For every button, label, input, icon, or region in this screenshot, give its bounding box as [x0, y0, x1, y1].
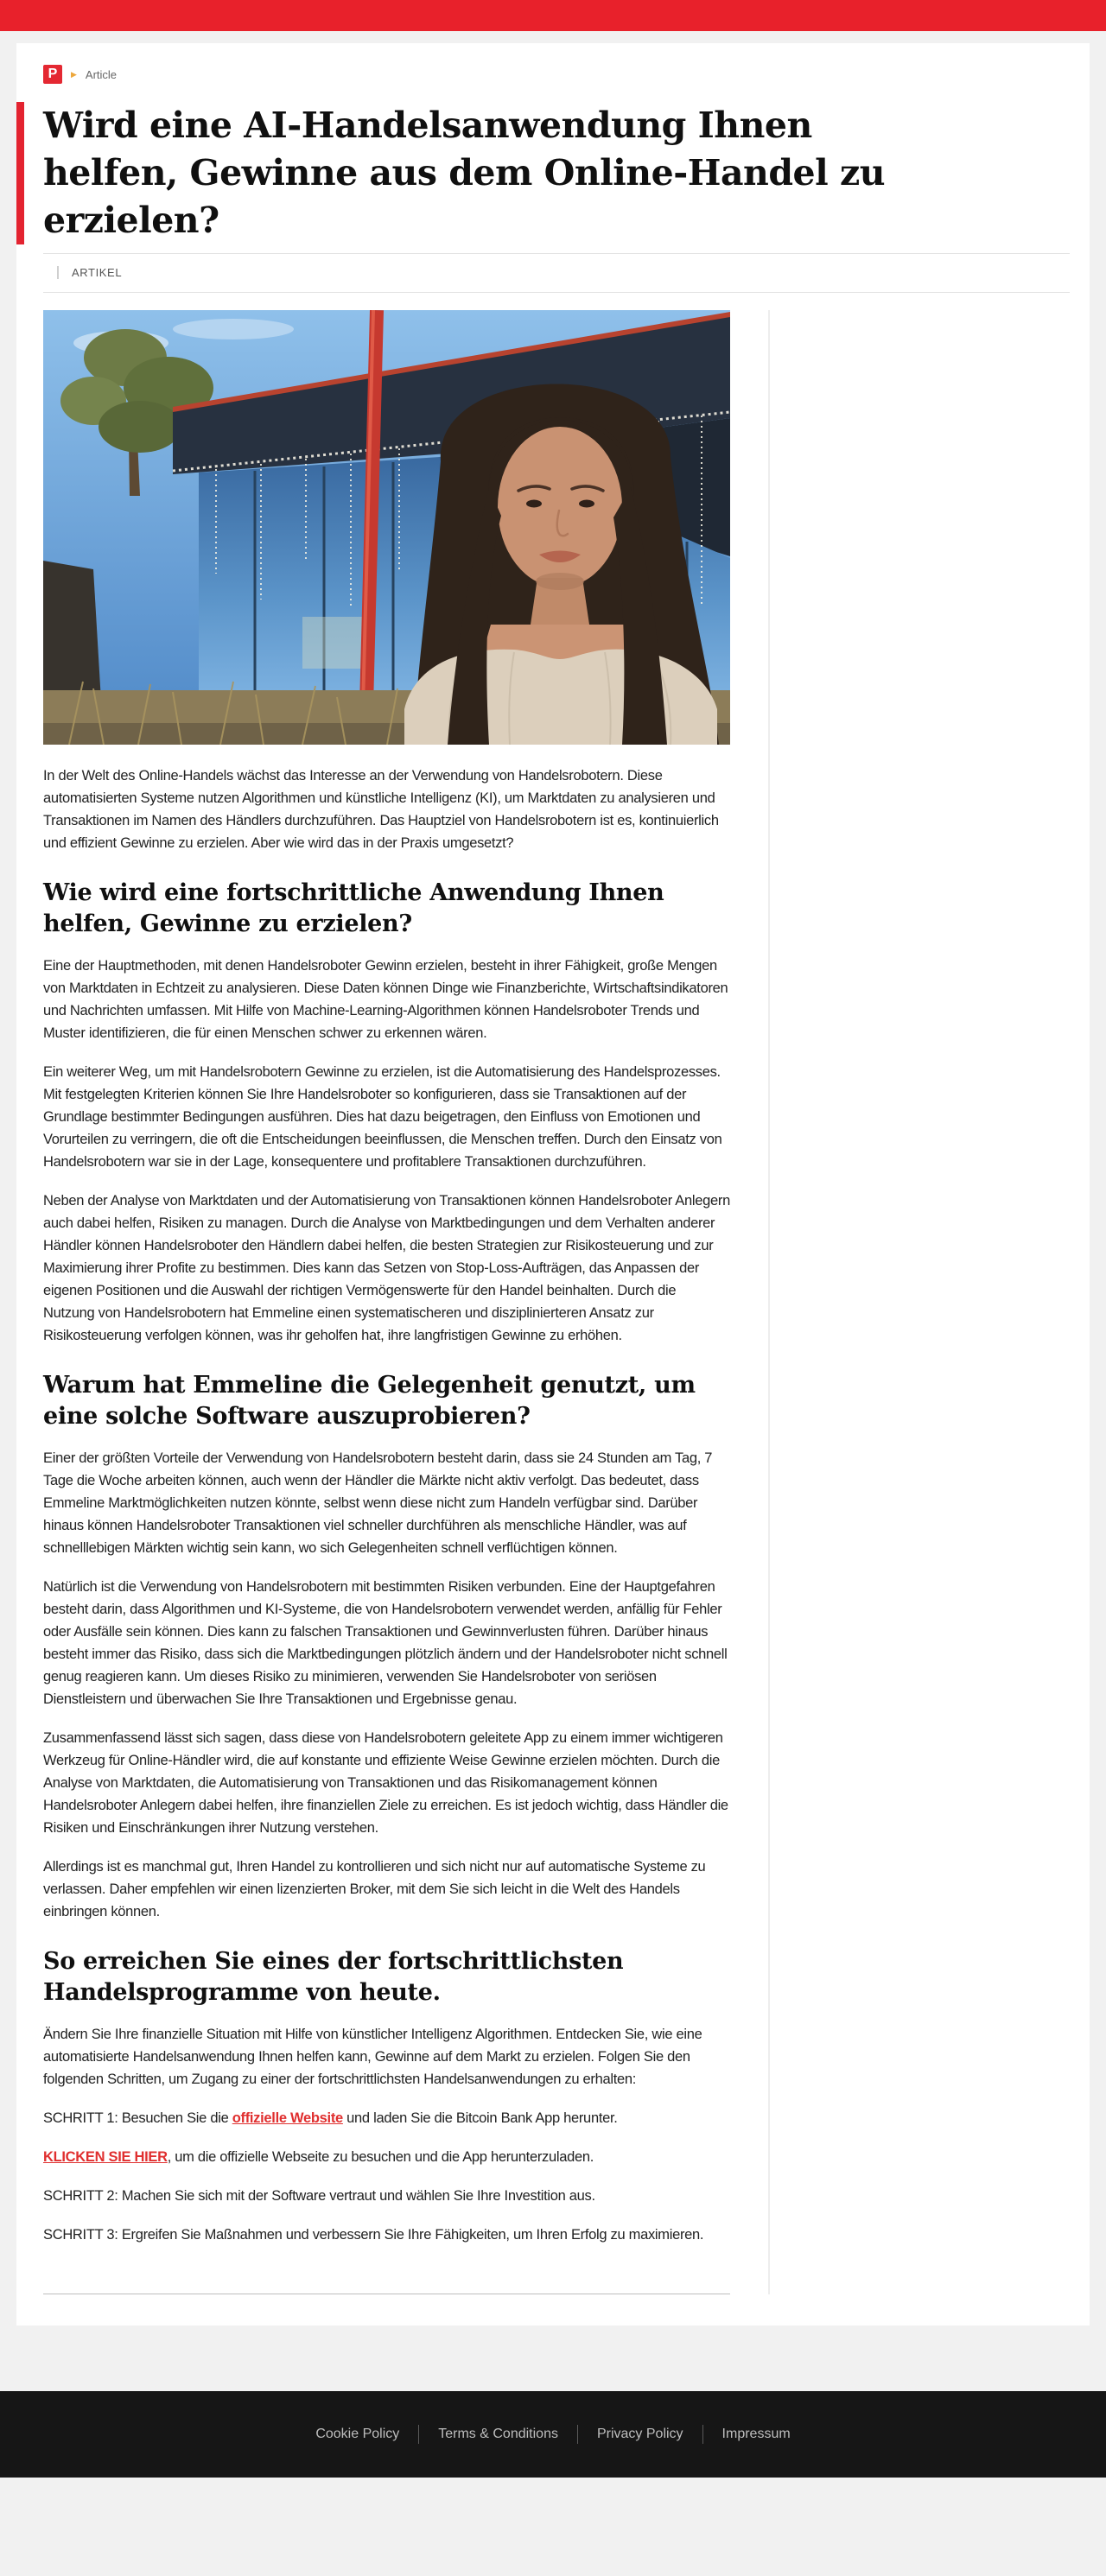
breadcrumb-arrow-icon: ▶ — [71, 69, 77, 79]
section-heading-1: Wie wird eine fortschrittliche Anwendung Ihnen helfen, Gewinne zu erzielen? — [43, 879, 664, 937]
paragraph: Eine der Hauptmethoden, mit denen Handelsroboter Gewinn erzielen, besteht in ihrer Fähigkeit, große Mengen von Marktdaten in Echtzeit zu analysieren. Diese Daten können Dinge wie Finanzberichte, Wirtschaftsindikatoren und Nachrichten umfassen. Mit Hilfe von Machine-Learning-Algorithmen können Handelsroboter Trends und Muster identifizieren, die für einen Menschen schwer zu erkennen wären. — [43, 958, 728, 1041]
paragraph: In der Welt des Online-Handels wächst das Interesse an der Verwendung von Handelsrobotern. Diese automatisierten Systeme nutzen Algorithmen und künstliche Intelligenz (KI), um Marktdaten zu analysieren und Transaktionen im Namen des Händlers durchzuführen. Das Hauptziel von Handelsrobotern ist es, kontinuierlich und effizient Gewinne zu erzielen. Aber wie wird das in der Praxis umgesetzt? — [43, 768, 719, 851]
step-1-prefix: SCHRITT 1: Besuchen Sie die — [43, 2110, 232, 2126]
sidebar-empty — [770, 310, 1070, 2294]
breadcrumb — [16, 43, 1090, 84]
breadcrumb-item-article[interactable]: Article — [85, 67, 118, 81]
footer — [0, 2391, 1106, 2478]
cloud — [173, 319, 294, 339]
step-3: SCHRITT 3: Ergreifen Sie Maßnahmen und verbessern Sie Ihre Fähigkeiten, um Ihren Erfolg zu maximieren. — [43, 2227, 704, 2243]
site-logo[interactable]: P — [43, 65, 62, 84]
section-heading-3: So erreichen Sie eines der fortschrittlichsten Handelsprogramme von heute. — [43, 1948, 624, 2006]
paragraph: Zusammenfassend lässt sich sagen, dass diese von Handelsrobotern geleitete App zu einem immer wichtigeren Werkzeug für Online-Händler wird, die auf konstante und effiziente Weise Gewinne erzielen möchten. Durch die Analyse von Marktdaten, die Automatisierung von Transaktionen und das Risikomanagement können Handelsroboter Anlegern dabei helfen, ihre finanziellen Ziele zu erreichen. Es ist jedoch wichtig, dass Händler die Risiken und Einschränkungen ihrer Nutzung verstehen. — [43, 1730, 728, 1836]
paragraph: Einer der größten Vorteile der Verwendung von Handelsrobotern besteht darin, dass sie 24 Stunden am Tag, 7 Tage die Woche arbeiten können, auch wenn der Händler die Märkte nicht aktiv verfolgt. Das bedeutet, dass Emmeline Marktmöglichkeiten nutzen könnte, selbst wenn diese nicht zum Handeln verfügbar sind. Darüber hinaus können Handelsroboter Transaktionen viel schneller durchführen als menschliche Händler, was auf schnelllebigen Märkten wichtig sein kann, wo sich Gelegenheiten schnell verflüchtigen können. — [43, 1450, 713, 1556]
section-heading-2: Warum hat Emmeline die Gelegenheit genutzt, um eine solche Software auszuprobieren? — [43, 1372, 696, 1430]
eye-left — [526, 500, 542, 508]
paragraph: Ein weiterer Weg, um mit Handelsrobotern Gewinne zu erzielen, ist die Automatisierung des Handelsprozesses. Mit festgelegten Kriterien können Sie Ihre Handelsroboter so konfigurieren, dass sie Transaktionen auf der Grundlage bestimmter Bedingungen ausführen. Dies hat dazu beigetragen, den Einfluss von Emotionen und Vorurteilen zu verringern, die oft die Entscheidungen beeinflussen, die Menschen treffen. Durch den Einsatz von Handelsrobotern war sie in der Lage, konsequentere und profitablere Transaktionen durchzuführen. — [43, 1064, 722, 1170]
step-1 — [43, 2107, 730, 2129]
footer-link-cookie-policy[interactable]: Cookie Policy — [296, 2425, 419, 2444]
step-2: SCHRITT 2: Machen Sie sich mit der Software vertraut und wählen Sie Ihre Investition aus. — [43, 2188, 595, 2204]
category-badge: ARTIKEL — [57, 266, 122, 279]
article-column — [43, 310, 770, 2294]
article-card — [16, 43, 1090, 2325]
step-1-suffix: und laden Sie die Bitcoin Bank App herunter. — [342, 2110, 618, 2126]
article-photo — [43, 310, 730, 745]
page-title: Wird eine AI-Handelsanwendung Ihnen helfen, Gewinne aus dem Online-Handel zu erzielen? — [16, 102, 907, 244]
click-here-suffix: , um die offizielle Webseite zu besuchen und die App herunterzuladen. — [167, 2149, 594, 2165]
klicken-sie-hier-link[interactable]: KLICKEN SIE HIER — [43, 2149, 168, 2165]
click-here-line — [43, 2146, 730, 2168]
paragraph: Neben der Analyse von Marktdaten und der Automatisierung von Transaktionen können Handelsroboter Anlegern auch dabei helfen, Risiken zu managen. Durch die Analyse von Marktbedingungen und dem Verhalten anderer Händler können Handelsroboter den Händlern dabei helfen, die besten Strategien zur Risikosteuerung und zur Maximierung ihrer Profite zu bestimmen. Dies kann das Setzen von Stop-Loss-Aufträgen, das Anpassen der eigenen Positionen und die Auswahl der richtigen Vermögenswerte für den Handel beinhalten. Durch die Nutzung von Handelsrobotern hat Emmeline einen systematischeren und disziplinierteren Ansatz zur Risikosteuerung verfolgen können, was ihr geholfen hat, ihre langfristigen Gewinne zu erhöhen. — [43, 1193, 730, 1343]
footer-link-impressum[interactable]: Impressum — [721, 2427, 791, 2441]
paragraph: Allerdings ist es manchmal gut, Ihren Handel zu kontrollieren und sich nicht nur auf automatische Systeme zu verlassen. Daher empfehlen wir einen lizenzierten Broker, mit dem Sie sich leicht in die Welt des Handels einbringen können. — [43, 1859, 706, 1919]
paragraph: Ändern Sie Ihre finanzielle Situation mit Hilfe von künstlicher Intelligenz Algorithmen. Entdecken Sie, wie eine automatisierte Handelsanwendung Ihnen helfen kann, Gewinne auf dem Markt zu erzielen. Folgen Sie den folgenden Schritten, um Zugang zu einer der fortschrittlichsten Handelsanwendungen zu erhalten: — [43, 2027, 702, 2087]
footer-link-terms[interactable]: Terms & Conditions — [419, 2425, 578, 2444]
category-strip — [43, 253, 1070, 293]
eye-right — [579, 500, 594, 508]
paragraph: Natürlich ist die Verwendung von Handelsrobotern mit bestimmten Risiken verbunden. Eine der Hauptgefahren besteht darin, dass Algorithmen und KI-Systeme, die von Handelsrobotern verwendet werden, anfällig für Fehler oder Ausfälle sein können. Dies kann zu falschen Transaktionen und Gewinnverlusten führen. Darüber hinaus besteht immer das Risiko, dass sich die Marktbedingungen plötzlich ändern und der Handelsroboter nicht schnell genug reagieren kann. Um dieses Risiko zu minimieren, verwenden Sie Handelsroboter von seriösen Dienstleistern und überwachen Sie Ihre Transaktionen und Ergebnisse genau. — [43, 1579, 728, 1707]
main-content — [16, 293, 1090, 2294]
footer-links — [296, 2425, 809, 2444]
top-brand-bar — [0, 0, 1106, 31]
face — [498, 427, 622, 587]
official-website-link[interactable]: offizielle Website — [232, 2110, 343, 2126]
footer-link-privacy-policy[interactable]: Privacy Policy — [578, 2425, 703, 2444]
